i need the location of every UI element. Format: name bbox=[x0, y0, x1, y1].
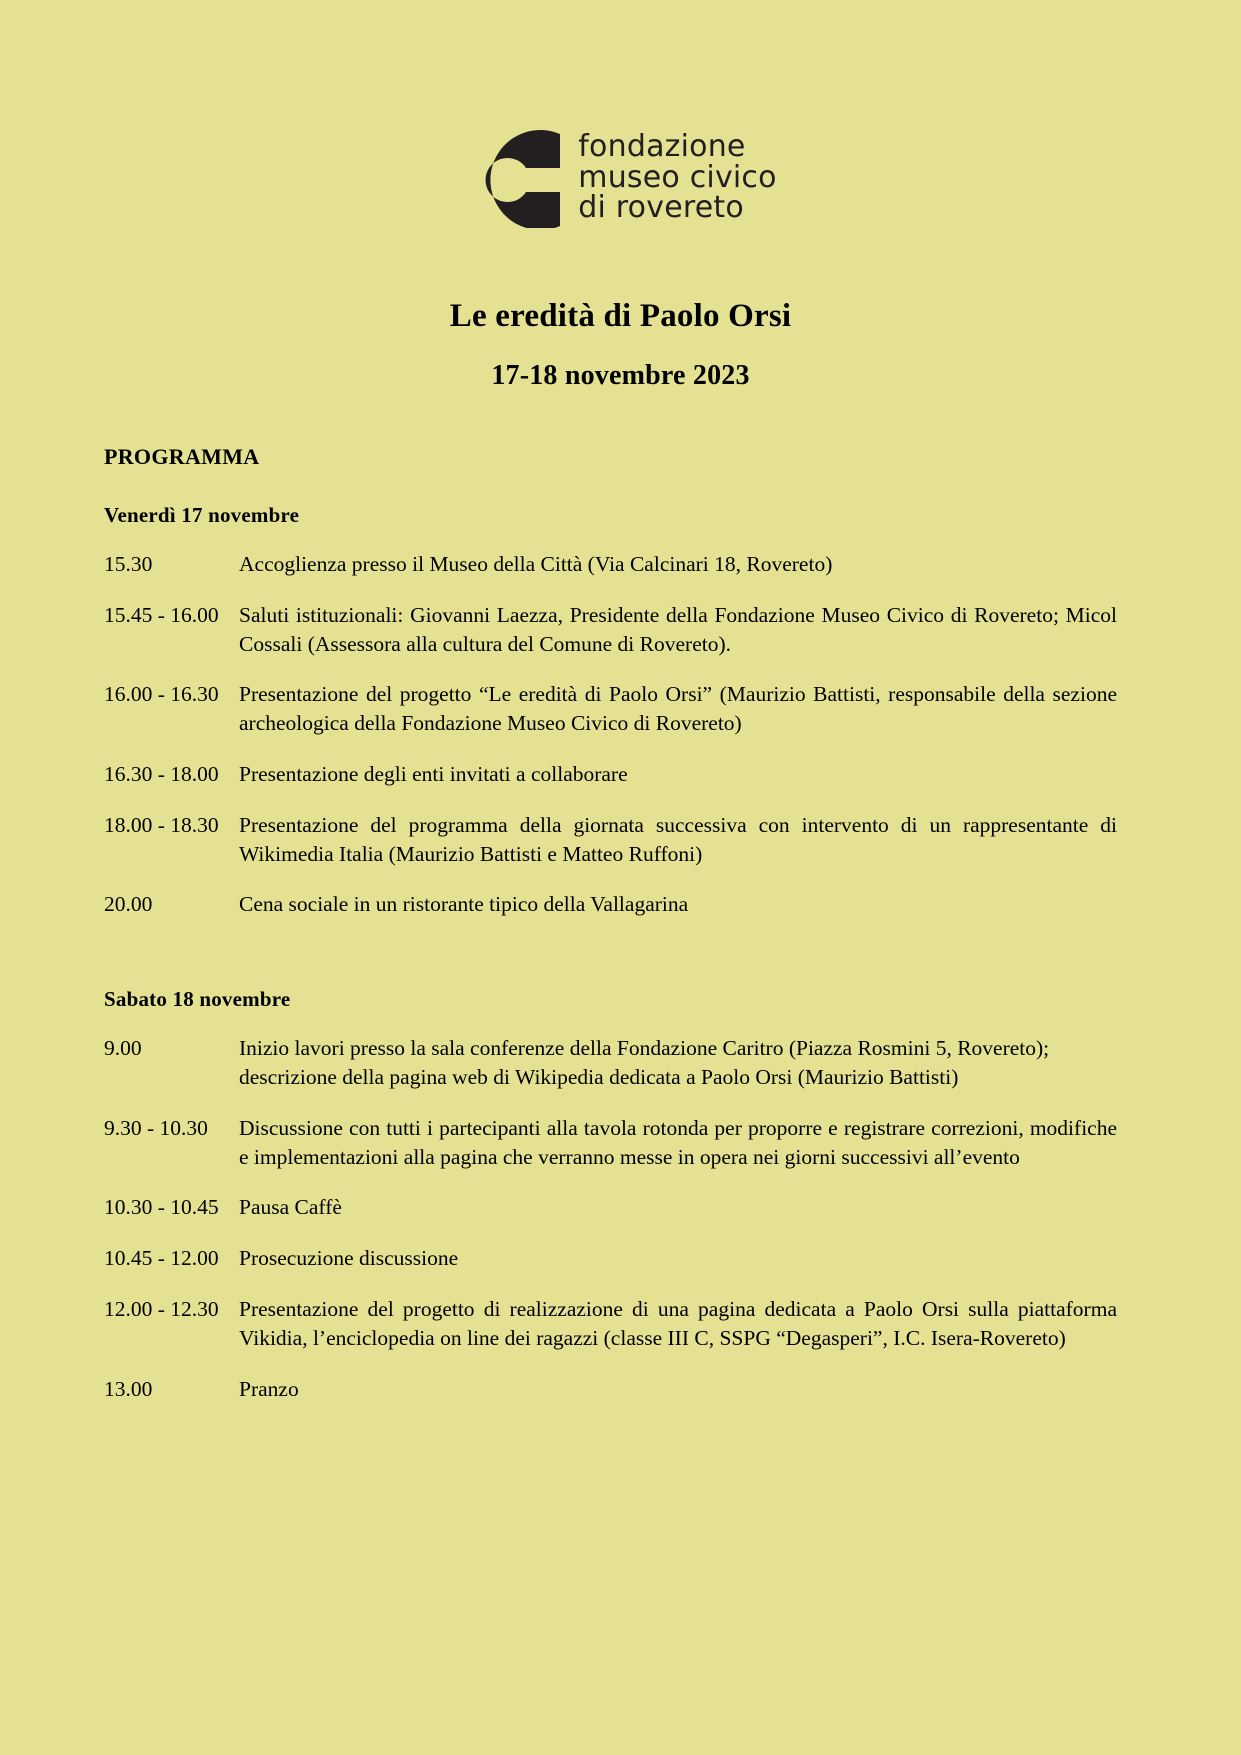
schedule-row bbox=[104, 1244, 1117, 1273]
logo-wordmark bbox=[578, 129, 777, 226]
schedule-time: 13.00 bbox=[104, 1376, 153, 1401]
schedule-row bbox=[104, 1193, 1117, 1222]
schedule-description: Presentazione del progetto “Le eredità di Paolo Orsi” (Maurizio Battisti, responsabile della sezione archeologica della Fondazione Museo Civico di Rovereto) bbox=[239, 682, 1117, 736]
event-date: 17-18 novembre 2023 bbox=[491, 360, 750, 391]
schedule-row bbox=[104, 1375, 1117, 1404]
schedule-description: Discussione con tutti i partecipanti alla tavola rotonda per proporre e registrare correzioni, modifiche e implementazioni alla pagina che verranno messe in opera nei giorni successivi all’evento bbox=[239, 1115, 1117, 1169]
organization-logo bbox=[0, 128, 1241, 228]
schedule-row bbox=[104, 550, 1117, 579]
day-block bbox=[104, 987, 1117, 1403]
schedule-description: Presentazione degli enti invitati a collaborare bbox=[239, 761, 628, 786]
schedule-time: 18.00 - 18.30 bbox=[104, 812, 219, 837]
schedule-row bbox=[104, 760, 1117, 789]
schedule-time: 10.45 - 12.00 bbox=[104, 1246, 219, 1271]
schedule-description: Accoglienza presso il Museo della Città (Via Calcinari 18, Rovereto) bbox=[239, 552, 833, 576]
schedule-description: Presentazione del programma della giornata successiva con intervento di un rappresentante di Wikimedia Italia (Maurizio Battisti e Matteo Ruffoni) bbox=[239, 812, 1117, 866]
schedule-description: Inizio lavori presso la sala conferenze della Fondazione Caritro (Piazza Rosmini 5, Rovereto); descrizione della pagina web di Wikipedia dedicata a Paolo Orsi (Maurizio Battisti) bbox=[239, 1036, 1050, 1089]
schedule-time: 16.30 - 18.00 bbox=[104, 761, 219, 786]
logo-line-1: fondazione bbox=[578, 129, 746, 165]
logo-line-2: museo civico bbox=[578, 159, 777, 195]
schedule-description: Cena sociale in un ristorante tipico della Vallagarina bbox=[239, 892, 689, 917]
schedule-description: Presentazione del progetto di realizzazione di una pagina dedicata a Paolo Orsi sulla piattaforma Vikidia, l’enciclopedia on line dei ragazzi (classe III C, SSPG “Degasperi”, I.C. Isera-Rovereto) bbox=[239, 1296, 1117, 1350]
schedule-row bbox=[104, 1034, 1117, 1092]
page-title: Le eredità di Paolo Orsi bbox=[449, 298, 792, 334]
schedule-row bbox=[104, 1114, 1117, 1172]
schedule-time: 16.00 - 16.30 bbox=[104, 682, 219, 707]
schedule-row bbox=[104, 1295, 1117, 1353]
schedule-row bbox=[104, 811, 1117, 869]
schedule-row bbox=[104, 680, 1117, 738]
programme-content bbox=[104, 444, 1117, 1425]
day-block bbox=[104, 503, 1117, 919]
day-list bbox=[104, 503, 1117, 1403]
schedule-time: 9.00 bbox=[104, 1036, 142, 1061]
schedule-time: 20.00 bbox=[104, 892, 153, 917]
logo-line-3: di rovereto bbox=[578, 190, 744, 226]
schedule-time: 10.30 - 10.45 bbox=[104, 1195, 219, 1220]
programme-label: PROGRAMMA bbox=[104, 444, 260, 469]
schedule-time: 15.45 - 16.00 bbox=[104, 602, 219, 627]
day-heading: Sabato 18 novembre bbox=[104, 987, 291, 1012]
schedule-description: Pranzo bbox=[239, 1376, 299, 1401]
schedule-time: 15.30 bbox=[104, 552, 153, 576]
c-mark-icon bbox=[464, 128, 560, 228]
logo-inner bbox=[464, 128, 776, 228]
schedule-description: Prosecuzione discussione bbox=[239, 1246, 459, 1271]
schedule-description: Pausa Caffè bbox=[239, 1195, 342, 1220]
day-heading: Venerdì 17 novembre bbox=[104, 503, 300, 527]
schedule-time: 9.30 - 10.30 bbox=[104, 1115, 208, 1140]
schedule-row bbox=[104, 890, 1117, 919]
schedule-description: Saluti istituzionali: Giovanni Laezza, Presidente della Fondazione Museo Civico di Rovereto; Micol Cossali (Assessora alla cultura del Comune di Rovereto). bbox=[239, 602, 1117, 656]
schedule-time: 12.00 - 12.30 bbox=[104, 1296, 219, 1321]
schedule-row bbox=[104, 601, 1117, 659]
